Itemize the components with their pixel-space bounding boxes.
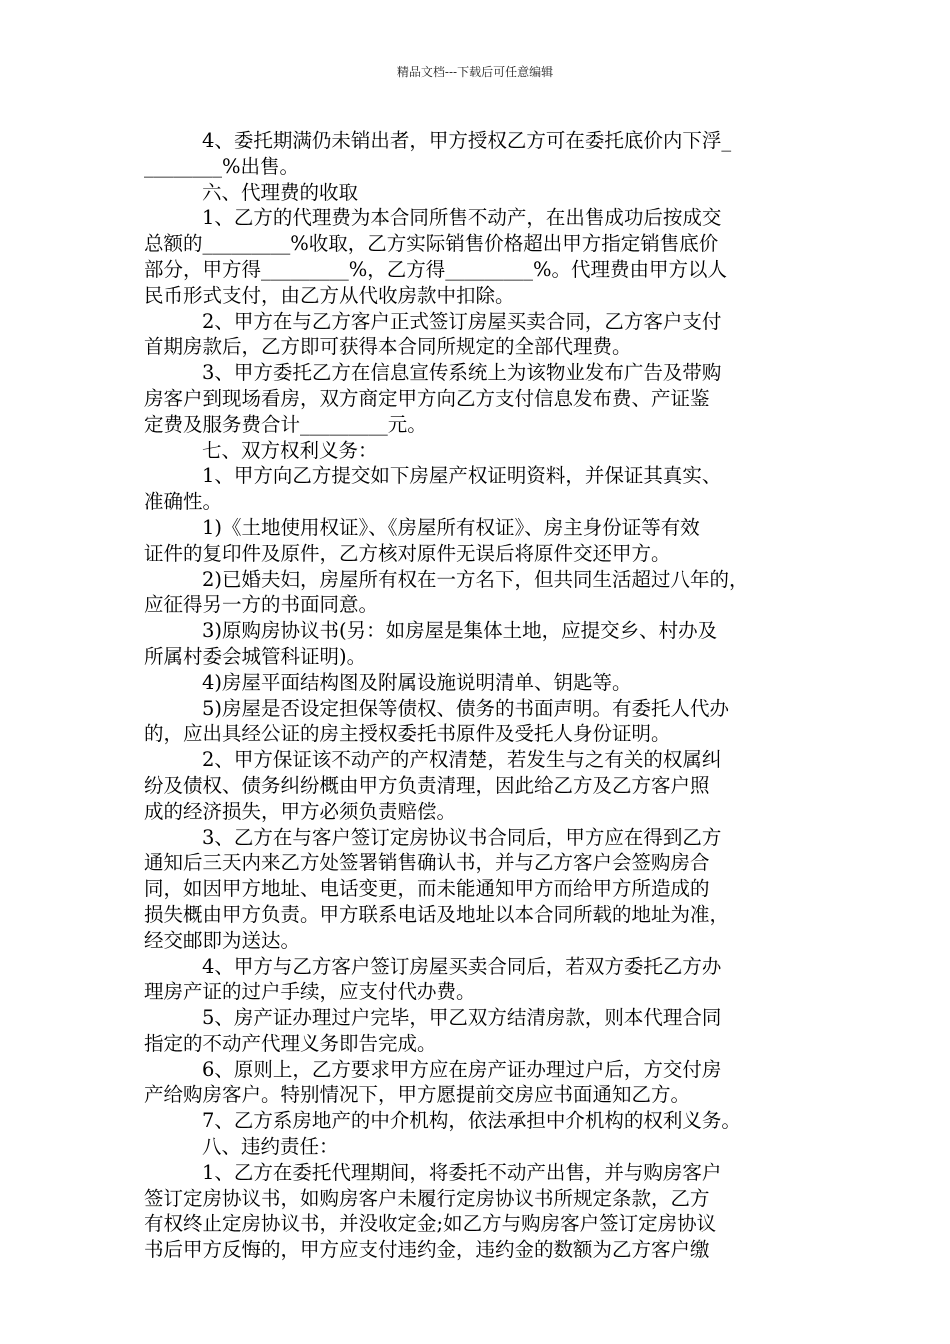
text-line: 1、乙方的代理费为本合同所售不动产，在出售成功后按成交 (202, 206, 722, 230)
text-line: 准确性。 (144, 490, 223, 514)
text-line: 通知后三天内来乙方处签署销售确认书，并与乙方客户会签购房合 (144, 851, 710, 875)
text-line: 所属村委会城管科证明)。 (144, 644, 367, 668)
text-line: 3)原购房协议书(另：如房屋是集体土地，应提交乡、村办及 (202, 619, 718, 643)
text-line: 部分，甲方得_________%，乙方得_________%。代理费由甲方以人 (144, 257, 728, 281)
text-line: 签订定房协议书，如购房客户未履行定房协议书所规定条款，乙方 (144, 1186, 710, 1210)
text-line: 损失概由甲方负责。甲方联系电话及地址以本合同所载的地址为准， (144, 902, 730, 926)
text-line: 六、代理费的收取 (202, 180, 359, 204)
text-line: 民币形式支付，由乙方从代收房款中扣除。 (144, 283, 515, 307)
text-line: 证件的复印件及原件，乙方核对原件无误后将原件交还甲方。 (144, 541, 671, 565)
text-line: 成的经济损失，甲方必须负责赔偿。 (144, 799, 457, 823)
text-line: 2、甲方在与乙方客户正式签订房屋买卖合同，乙方客户支付 (202, 309, 722, 333)
document-body (144, 128, 812, 1263)
text-line: 理房产证的过户手续，应支付代办费。 (144, 980, 476, 1004)
text-line: ________%出售。 (144, 154, 300, 178)
text-line: 1、甲方向乙方提交如下房屋产权证明资料，并保证其真实、 (202, 464, 722, 488)
text-line: 1)《土地使用权证》、《房屋所有权证》、房主身份证等有效 (202, 515, 700, 539)
text-line: 4、委托期满仍未销出者，甲方授权乙方可在委托底价内下浮_ (202, 129, 732, 152)
text-line: 首期房款后，乙方即可获得本合同所规定的全部代理费。 (144, 335, 632, 359)
text-line: 5、房产证办理过户完毕，甲乙双方结清房款，则本代理合同 (202, 1006, 722, 1030)
page-header: 精品文档---下载后可任意编辑 (396, 65, 554, 79)
text-line: 指定的不动产代理义务即告完成。 (144, 1031, 437, 1055)
text-line: 房客户到现场看房，双方商定甲方向乙方支付信息发布费、产证鉴 (144, 386, 710, 410)
text-line: 4、甲方与乙方客户签订房屋买卖合同后，若双方委托乙方办 (202, 954, 722, 978)
text-line: 八、违约责任： (202, 1135, 339, 1159)
text-line: 应征得另一方的书面同意。 (144, 593, 379, 617)
text-line: 2)已婚夫妇，房屋所有权在一方名下，但共同生活超过八年的， (202, 567, 749, 591)
text-line: 2、甲方保证该不动产的产权清楚，若发生与之有关的权属纠 (202, 748, 722, 772)
text-line: 产给购房客户。特别情况下，甲方愿提前交房应书面通知乙方。 (144, 1083, 691, 1107)
text-line: 4)房屋平面结构图及附属设施说明清单、钥匙等。 (202, 670, 632, 694)
text-line: 的，应出具经公证的房主授权委托书原件及受托人身份证明。 (144, 722, 671, 746)
text-line: 定费及服务费合计_________元。 (144, 412, 427, 436)
text-line: 5)房屋是否设定担保等债权、债务的书面声明。有委托人代办 (202, 696, 730, 720)
text-line: 七、双方权利义务： (202, 438, 378, 462)
text-line: 有权终止定房协议书，并没收定金;如乙方与购房客户签订定房协议 (144, 1212, 717, 1236)
text-line: 3、乙方在与客户签订定房协议书合同后，甲方应在得到乙方 (202, 825, 722, 849)
text-line: 书后甲方反悔的，甲方应支付违约金，违约金的数额为乙方客户缴 (144, 1238, 710, 1262)
text-line: 3、甲方委托乙方在信息宣传系统上为该物业发布广告及带购 (202, 361, 722, 385)
text-line: 6、原则上，乙方要求甲方应在房产证办理过户后，方交付房 (202, 1057, 722, 1081)
text-line: 总额的_________%收取，乙方实际销售价格超出甲方指定销售底价 (144, 232, 719, 256)
text-line: 经交邮即为送达。 (144, 928, 301, 952)
text-line: 纷及债权、债务纠纷概由甲方负责清理，因此给乙方及乙方客户照 (144, 773, 710, 797)
text-line: 1、乙方在委托代理期间，将委托不动产出售，并与购房客户 (202, 1160, 722, 1184)
text-line: 同，如因甲方地址、电话变更，而未能通知甲方而给甲方所造成的 (144, 877, 710, 901)
text-line: 7、乙方系房地产的中介机构，依法承担中介机构的权利义务。 (202, 1109, 741, 1133)
